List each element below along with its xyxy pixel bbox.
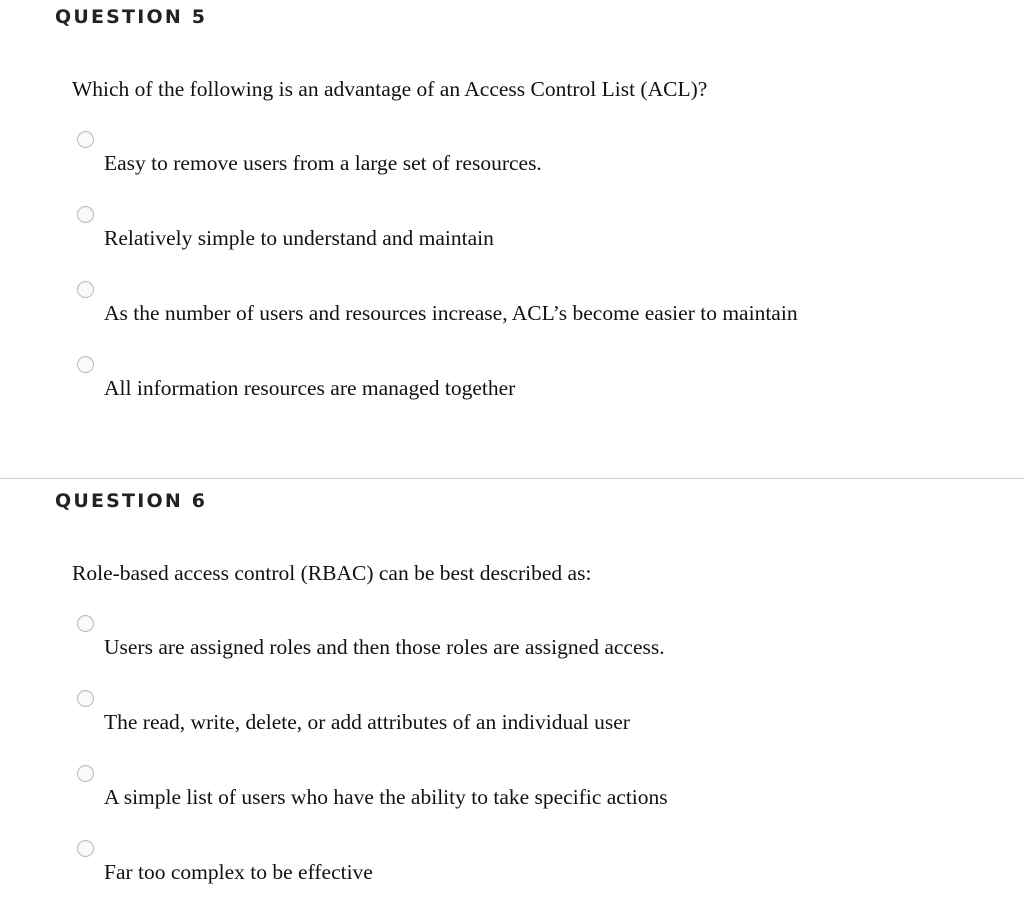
answer-label[interactable]: Easy to remove users from a large set of resources. [104,151,542,175]
answer-option[interactable] [0,131,1000,201]
question-heading: QUESTION 5 [55,6,208,28]
question-prompt: Which of the following is an advantage of an Access Control List (ACL)? [72,77,708,101]
answer-option[interactable] [0,281,1000,351]
radio-button[interactable] [77,690,94,707]
answer-option[interactable] [0,615,1000,685]
answer-label[interactable]: Far too complex to be effective [104,860,373,884]
question-divider [0,478,1024,479]
radio-button[interactable] [77,131,94,148]
answer-option[interactable] [0,356,1000,426]
answer-option[interactable] [0,840,1000,910]
radio-button[interactable] [77,615,94,632]
answer-label[interactable]: All information resources are managed together [104,376,516,400]
radio-button[interactable] [77,281,94,298]
radio-button[interactable] [77,356,94,373]
answer-option[interactable] [0,765,1000,835]
answer-label[interactable]: Relatively simple to understand and maintain [104,226,494,250]
answer-label[interactable]: The read, write, delete, or add attributes of an individual user [104,710,630,734]
radio-button[interactable] [77,206,94,223]
answer-option[interactable] [0,206,1000,276]
question-heading: QUESTION 6 [55,490,208,512]
answer-label[interactable]: Users are assigned roles and then those roles are assigned access. [104,635,665,659]
radio-button[interactable] [77,765,94,782]
answer-label[interactable]: A simple list of users who have the ability to take specific actions [104,785,668,809]
answer-label[interactable]: As the number of users and resources increase, ACL’s become easier to maintain [104,301,798,325]
answer-option[interactable] [0,690,1000,760]
question-prompt: Role-based access control (RBAC) can be best described as: [72,561,592,585]
radio-button[interactable] [77,840,94,857]
